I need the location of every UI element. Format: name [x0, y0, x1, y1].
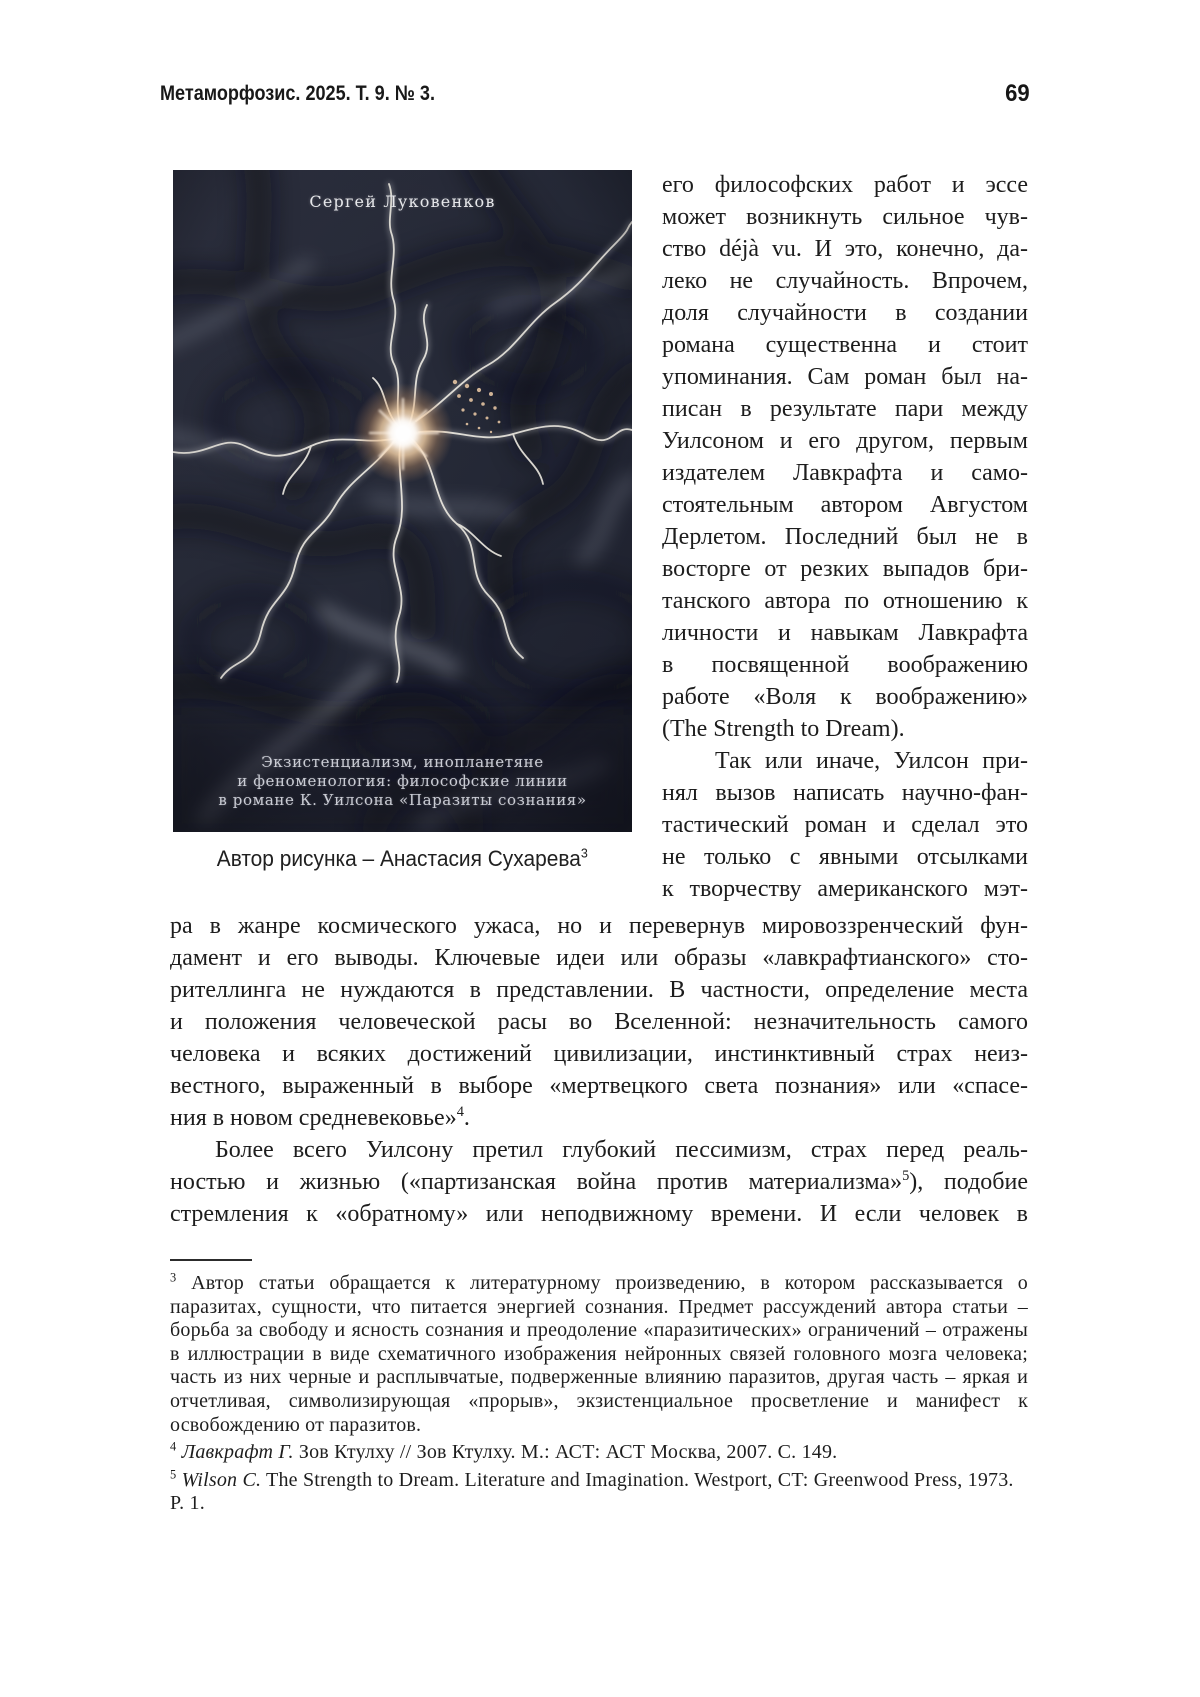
- body-line: Более всего Уилсону претил глубокий пессимизм, страх перед реаль-: [215, 1137, 1028, 1163]
- body-right-column: [662, 169, 1028, 905]
- column-line: Так или иначе, Уилсон при-: [715, 748, 1028, 774]
- figure-article-title: [173, 753, 632, 810]
- footnotes: [170, 1272, 1028, 1516]
- figure-artist-signature: Сергей Луковенков: [309, 192, 496, 211]
- body-line: ния в новом средневековье»$^4$.: [170, 1104, 470, 1131]
- brain-neurons-illustration: [173, 170, 632, 832]
- body-line: ностью и жизнью («партизанская война против материализма»$^5$), подобие: [170, 1168, 1028, 1195]
- footnote-5: [170, 1469, 1028, 1516]
- column-line: упоминания. Сам роман был на-: [662, 364, 1028, 390]
- column-line: восторге от резких выпадов бри-: [662, 556, 1028, 582]
- column-line: личности и навыкам Лавкрафта: [662, 620, 1028, 646]
- footnote-3-marker: 3: [170, 1270, 177, 1285]
- footnote-4: [170, 1441, 1028, 1465]
- column-line: Дерлетом. Последний был не в: [662, 524, 1028, 550]
- column-line: ство déjà vu. И это, конечно, да-: [662, 236, 1028, 262]
- column-line: издателем Лавкрафта и само-: [662, 460, 1028, 486]
- column-line: доля случайности в создании: [662, 300, 1028, 326]
- column-line: романа существенна и стоит: [662, 332, 1028, 358]
- footnote-3-text: Автор статьи обращается к литературному произведению, в котором рассказывается о паразитах, сущности, что питается энергией сознания. Предмет рассуждений автора статьи – борьба за свободу и ясность сознания и преодоление «паразитических» ограничений – отражены в иллюстрации в виде схематичного изображения нейронных связей головного мозга человека; часть из них черные и расплывчатые, подверженные влиянию паразитов, другая часть – яркая и отчетливая, символизирующая «прорыв», экзистенциальное просветление и манифест к освобождению от паразитов.: [170, 1272, 1028, 1436]
- journal-header: [160, 82, 480, 106]
- column-line: работе «Воля к воображению»: [662, 684, 1028, 710]
- cover-illustration-figure: [173, 170, 632, 832]
- column-line: стоятельным автором Августом: [662, 492, 1028, 518]
- figure-title-line: Экзистенциализм, инопланетяне: [261, 753, 544, 771]
- body-line: дамент и его выводы. Ключевые идеи или образы «лавкрафтианского» сто-: [170, 945, 1028, 971]
- body-line: человека и всяких достижений цивилизации, инстинктивный страх неиз-: [170, 1041, 1028, 1067]
- footnote-4-author: Лавкрафт Г.: [181, 1441, 294, 1464]
- page-number: 69: [1005, 80, 1030, 107]
- column-line: может возникнуть сильное чув-: [662, 204, 1028, 230]
- figure-title-line: в романе К. Уилсона «Паразиты сознания»: [218, 791, 587, 809]
- column-line: Уилсоном и его другом, первым: [662, 428, 1028, 454]
- body-line: ра в жанре космического ужаса, но и перевернув мировоззренческий фун-: [170, 913, 1028, 939]
- footnote-4-marker: 4: [170, 1439, 177, 1454]
- column-line: к творчеству американского мэт-: [662, 876, 1028, 902]
- body-line: стремления к «обратному» или неподвижному времени. И если человек в: [170, 1201, 1028, 1227]
- body-line: и положения человеческой расы во Вселенной: незначительность самого: [170, 1009, 1028, 1035]
- footnote-separator: [170, 1259, 252, 1261]
- column-line: не только с явными отсылками: [662, 844, 1028, 870]
- column-line: в посвященной воображению: [662, 652, 1028, 678]
- figure-caption: Автор рисунка – Анастасия Сухарева$^3$: [216, 845, 589, 871]
- footnote-5-author: Wilson C.: [181, 1468, 262, 1491]
- body-full-width: [170, 910, 1028, 1230]
- column-line: его философских работ и эссе: [662, 172, 1028, 198]
- footnote-5-marker: 5: [170, 1467, 177, 1482]
- column-line: тастический роман и сделал это: [662, 812, 1028, 838]
- figure-title-line: и феноменология: философские линии: [237, 772, 568, 790]
- column-line: леко не случайность. Впрочем,: [662, 268, 1028, 294]
- footnote-3: [170, 1272, 1028, 1437]
- body-line: вестного, выраженный в выборе «мертвецкого света познания» или «спасе-: [170, 1073, 1028, 1099]
- column-line: нял вызов написать научно-фан-: [662, 780, 1028, 806]
- column-line: (The Strength to Dream).: [662, 716, 905, 742]
- footnote-5-text: The Strength to Dream. Literature and Imagination. Westport, CT: Greenwood Press, 1973. P. 1.: [170, 1468, 1014, 1515]
- footnote-4-text: Зов Ктулху // Зов Ктулху. М.: АСТ: АСТ Москва, 2007. С. 149.: [298, 1441, 838, 1464]
- column-line: танского автора по отношению к: [662, 588, 1028, 614]
- journal-reference: Метаморфозис. 2025. Т. 9. № 3.: [160, 82, 435, 105]
- column-line: писан в результате пари между: [662, 396, 1028, 422]
- body-line: рителлинга не нуждаются в представлении. В частности, определение места: [170, 977, 1028, 1003]
